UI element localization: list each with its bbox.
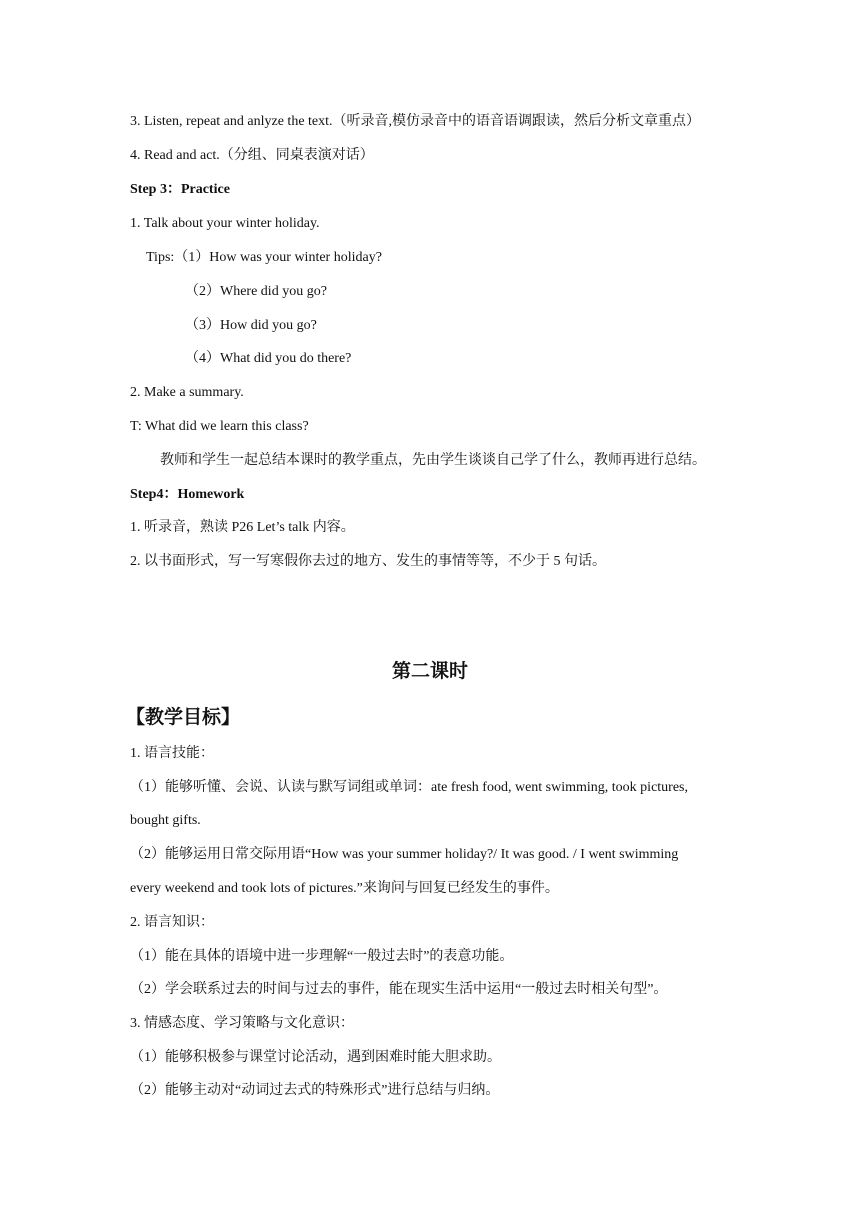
step4-heading: Step4：Homework [130, 487, 245, 502]
teacher-question: T: What did we learn this class? [130, 419, 309, 434]
listen-step: 3. Listen, repeat and anlyze the text.（听录音,模仿录音中的语音语调跟读，然后分析文章重点） [130, 114, 701, 129]
skill-item-cont: bought gifts. [130, 813, 201, 828]
summary-task: 2. Make a summary. [130, 385, 244, 400]
objectives-heading: 【教学目标】 [126, 706, 241, 728]
step3-heading: Step 3：Practice [130, 182, 230, 197]
homework-item: 1. 听录音，熟读 P26 Let’s talk 内容。 [130, 520, 355, 535]
tip-item: （4）What did you do there? [185, 351, 352, 366]
skill-item: （2）能够运用日常交际用语“How was your summer holiday?/ It was good. / I went swimming [130, 847, 679, 862]
skills-heading: 1. 语言技能： [130, 746, 214, 761]
talk-task: 1. Talk about your winter holiday. [130, 216, 320, 231]
read-act-step: 4. Read and act.（分组、同桌表演对话） [130, 148, 374, 163]
skill-item: （1）能够听懂、会说、认读与默写词组或单词：ate fresh food, went swimming, took pictures, [130, 780, 689, 795]
tip-item: Tips:（1）How was your winter holiday? [146, 250, 382, 265]
lesson-title: 第二课时 [391, 660, 468, 682]
knowledge-item: （2）学会联系过去的时间与过去的事件，能在现实生活中运用“一般过去时相关句型”。 [130, 982, 668, 997]
teacher-note: 教师和学生一起总结本课时的教学重点，先由学生谈谈自己学了什么，教师再进行总结。 [160, 453, 706, 468]
attitude-heading: 3. 情感态度、学习策略与文化意识： [130, 1016, 354, 1031]
skill-item-cont: every weekend and took lots of pictures.”来询问与回复已经发生的事件。 [130, 881, 559, 896]
knowledge-heading: 2. 语言知识： [130, 915, 214, 930]
knowledge-item: （1）能在具体的语境中进一步理解“一般过去时”的表意功能。 [130, 949, 514, 964]
attitude-item: （1）能够积极参与课堂讨论活动，遇到困难时能大胆求助。 [130, 1050, 501, 1065]
attitude-item: （2）能够主动对“动词过去式的特殊形式”进行总结与归纳。 [130, 1083, 500, 1098]
homework-item: 2. 以书面形式，写一写寒假你去过的地方、发生的事情等等，不少于 5 句话。 [130, 554, 606, 569]
tip-item: （2）Where did you go? [185, 284, 327, 299]
tip-item: （3）How did you go? [185, 318, 317, 333]
